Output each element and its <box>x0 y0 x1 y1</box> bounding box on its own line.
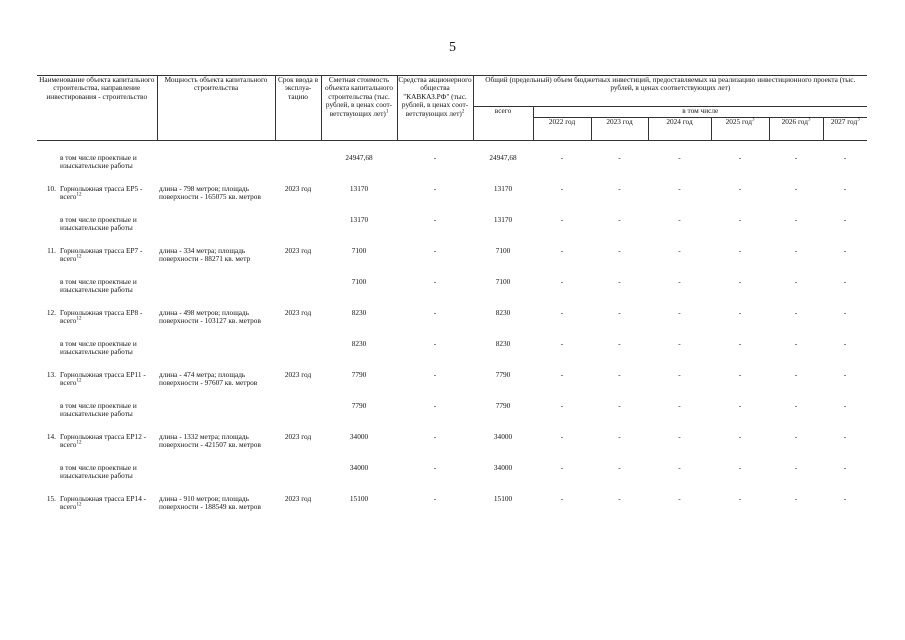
year-value: - <box>560 338 564 348</box>
header-year: 2026 год$^3$ <box>769 118 823 141</box>
year-value: - <box>738 369 742 379</box>
header-year: 2025 год$^3$ <box>711 118 769 141</box>
header-year: 2023 год <box>591 118 648 141</box>
capacity: длина - 798 метров; площадь поверхности - 165075 кв. метров <box>159 183 261 201</box>
header-total: всего <box>473 107 533 141</box>
object-name: в том числе проектные и изыскательские работы <box>60 462 137 480</box>
object-name: Горнолыжная трасса ЕР14 - всего$^{12}$ <box>60 493 147 511</box>
kavkaz-funds: - <box>433 493 437 503</box>
page-number: 5 <box>449 40 456 55</box>
year-value: - <box>560 493 564 503</box>
commissioning-term <box>275 216 321 247</box>
total-amount: 8230 <box>495 338 511 348</box>
year-value: - <box>678 462 681 472</box>
year-value: - <box>843 338 847 348</box>
kavkaz-funds: - <box>433 338 437 348</box>
kavkaz-funds: - <box>433 245 437 255</box>
total-amount: 7790 <box>495 369 511 379</box>
row-number <box>37 464 60 495</box>
capacity <box>157 464 275 495</box>
year-value: - <box>560 462 564 472</box>
year-value: - <box>794 462 798 472</box>
header-total-volume: Общий (предельный) объем бюджетных инвестиций, предоставляемых на реализацию инвестиционного проекта (тыс. рублей, в ценах соответствующих лет) <box>473 76 867 107</box>
header-name: Наименование объекта капитального строительства, направление инвестирования - строительство <box>37 76 157 141</box>
row-number: 14. <box>46 431 56 441</box>
estimate-cost: 7100 <box>351 276 367 286</box>
estimate-cost: 34000 <box>349 462 369 472</box>
table-row <box>37 402 867 433</box>
header-year: 2027 год$^3$ <box>823 118 867 141</box>
year-value: - <box>560 245 564 255</box>
year-value: - <box>794 307 798 317</box>
header-estimate: Сметная стоимость объекта капитального строительства (тыс. рублей, в ценах соот-ветствующих лет)$^1$ <box>321 76 397 141</box>
year-value: - <box>738 400 742 410</box>
capacity <box>157 278 275 309</box>
kavkaz-funds: - <box>433 276 437 286</box>
row-number: 15. <box>46 493 56 503</box>
year-value: - <box>618 493 621 503</box>
total-amount: 8230 <box>495 307 511 317</box>
capacity <box>157 141 275 185</box>
year-value: - <box>843 431 847 441</box>
year-value: - <box>843 245 847 255</box>
capacity: длина - 334 метра; площадь поверхности - 88271 кв. метр <box>159 245 251 263</box>
year-value: - <box>794 369 798 379</box>
year-value: - <box>843 153 847 162</box>
year-value: - <box>560 183 564 193</box>
table-row <box>37 141 867 185</box>
commissioning-term: 2023 год <box>284 493 312 503</box>
kavkaz-funds: - <box>433 462 437 472</box>
total-amount: 15100 <box>493 493 513 503</box>
commissioning-term <box>275 141 321 185</box>
year-value: - <box>678 431 681 441</box>
year-value: - <box>843 369 847 379</box>
year-value: - <box>678 245 681 255</box>
year-value: - <box>794 214 798 224</box>
year-value: - <box>843 400 847 410</box>
header-year: 2024 год <box>648 118 711 141</box>
total-amount: 13170 <box>493 183 513 193</box>
row-number: 11. <box>47 245 56 255</box>
year-value: - <box>678 307 681 317</box>
year-value: - <box>738 493 742 503</box>
kavkaz-funds: - <box>433 431 437 441</box>
year-value: - <box>618 369 621 379</box>
total-amount: 24947,68 <box>489 153 517 162</box>
row-number <box>37 278 60 309</box>
commissioning-term: 2023 год <box>284 431 312 441</box>
year-value: - <box>794 153 798 162</box>
year-value: - <box>738 153 742 162</box>
row-number <box>37 216 60 247</box>
object-name: Горнолыжная трасса ЕР7 - всего$^{12}$ <box>60 245 143 263</box>
year-value: - <box>843 462 847 472</box>
year-value: - <box>794 493 798 503</box>
object-name: в том числе проектные и изыскательские работы <box>60 338 137 356</box>
object-name: в том числе проектные и изыскательские работы <box>60 400 137 418</box>
estimate-cost: 34000 <box>349 431 369 441</box>
year-value: - <box>618 183 621 193</box>
year-value: - <box>560 400 564 410</box>
year-value: - <box>843 214 847 224</box>
estimate-cost: 7790 <box>351 400 367 410</box>
commissioning-term: 2023 год <box>284 369 312 379</box>
capacity <box>157 216 275 247</box>
estimate-cost: 15100 <box>349 493 369 503</box>
object-name: Горнолыжная трасса ЕР8 - всего$^{12}$ <box>60 307 143 325</box>
year-value: - <box>738 183 742 193</box>
year-value: - <box>678 493 681 503</box>
table-row <box>37 464 867 495</box>
year-value: - <box>794 400 798 410</box>
commissioning-term: 2023 год <box>284 307 312 317</box>
commissioning-term <box>275 464 321 495</box>
year-value: - <box>618 462 621 472</box>
total-amount: 13170 <box>493 214 513 224</box>
table-row <box>37 371 867 402</box>
commissioning-term <box>275 278 321 309</box>
object-name: в том числе проектные и изыскательские работы <box>60 153 137 171</box>
year-value: - <box>678 400 681 410</box>
estimate-cost: 8230 <box>351 307 367 317</box>
row-number <box>37 340 60 371</box>
table-header <box>37 76 867 141</box>
year-value: - <box>794 276 798 286</box>
year-value: - <box>678 214 681 224</box>
investment-table <box>37 75 867 526</box>
row-number: 10. <box>46 183 56 193</box>
year-value: - <box>560 276 564 286</box>
year-value: - <box>560 307 564 317</box>
header-capacity: Мощность объекта капитального строительства <box>157 76 275 141</box>
kavkaz-funds: - <box>433 400 437 410</box>
row-number: 13. <box>46 369 56 379</box>
year-value: - <box>794 245 798 255</box>
year-value: - <box>843 307 847 317</box>
object-name: в том числе проектные и изыскательские работы <box>60 214 137 232</box>
estimate-cost: 7100 <box>351 245 367 255</box>
header-kavkaz: Средства акционерного общества "КАВКАЗ.РФ" (тыс. рублей, в ценах соот-ветствующих лет)$^2$ <box>397 76 473 141</box>
header-including: в том числе <box>533 107 867 118</box>
capacity <box>157 402 275 433</box>
commissioning-term <box>275 340 321 371</box>
year-value: - <box>794 338 798 348</box>
year-value: - <box>678 183 681 193</box>
total-amount: 7790 <box>495 400 511 410</box>
estimate-cost: 7790 <box>351 369 367 379</box>
table-row <box>37 495 867 526</box>
year-value: - <box>678 369 681 379</box>
kavkaz-funds: - <box>433 153 437 162</box>
year-value: - <box>618 431 621 441</box>
capacity: длина - 910 метров; площадь поверхности - 188549 кв. метров <box>159 493 261 511</box>
table-row <box>37 278 867 309</box>
year-value: - <box>678 338 681 348</box>
row-number <box>37 141 60 185</box>
total-amount: 34000 <box>493 431 513 441</box>
year-value: - <box>843 276 847 286</box>
year-value: - <box>794 431 798 441</box>
year-value: - <box>738 338 742 348</box>
year-value: - <box>618 400 621 410</box>
row-number: 12. <box>46 307 56 317</box>
capacity: длина - 1332 метра; площадь поверхности - 421507 кв. метров <box>159 431 261 449</box>
year-value: - <box>618 245 621 255</box>
table-row <box>37 309 867 340</box>
year-value: - <box>560 369 564 379</box>
header-year: 2022 год <box>533 118 591 141</box>
capacity: длина - 498 метров; площадь поверхности - 103127 кв. метров <box>159 307 261 325</box>
year-value: - <box>843 493 847 503</box>
capacity: длина - 474 метра; площадь поверхности - 97607 кв. метров <box>159 369 258 387</box>
kavkaz-funds: - <box>433 307 437 317</box>
year-value: - <box>678 153 681 162</box>
object-name: Горнолыжная трасса ЕР5 - всего$^{12}$ <box>60 183 143 201</box>
estimate-cost: 8230 <box>351 338 367 348</box>
estimate-cost: 24947,68 <box>345 153 373 162</box>
table-row <box>37 185 867 216</box>
commissioning-term: 2023 год <box>284 183 312 193</box>
object-name: Горнолыжная трасса ЕР12 - всего$^{12}$ <box>60 431 147 449</box>
year-value: - <box>738 307 742 317</box>
year-value: - <box>618 338 621 348</box>
year-value: - <box>738 245 742 255</box>
object-name: Горнолыжная трасса ЕР11 - всего$^{12}$ <box>60 369 146 387</box>
header-term: Срок ввода в эксплуа-тацию <box>275 76 321 141</box>
total-amount: 34000 <box>493 462 513 472</box>
kavkaz-funds: - <box>433 183 437 193</box>
year-value: - <box>618 214 621 224</box>
row-number <box>37 402 60 433</box>
kavkaz-funds: - <box>433 369 437 379</box>
year-value: - <box>618 153 621 162</box>
total-amount: 7100 <box>495 276 511 286</box>
year-value: - <box>560 214 564 224</box>
year-value: - <box>618 276 621 286</box>
table-row <box>37 247 867 278</box>
commissioning-term <box>275 402 321 433</box>
total-amount: 7100 <box>495 245 511 255</box>
table-row <box>37 340 867 371</box>
year-value: - <box>843 183 847 193</box>
estimate-cost: 13170 <box>349 183 369 193</box>
year-value: - <box>794 183 798 193</box>
year-value: - <box>560 431 564 441</box>
estimate-cost: 13170 <box>349 214 369 224</box>
kavkaz-funds: - <box>433 214 437 224</box>
table-row <box>37 216 867 247</box>
year-value: - <box>678 276 681 286</box>
year-value: - <box>738 214 742 224</box>
year-value: - <box>738 431 742 441</box>
year-value: - <box>618 307 621 317</box>
capacity <box>157 340 275 371</box>
year-value: - <box>738 276 742 286</box>
table-row <box>37 433 867 464</box>
year-value: - <box>738 462 742 472</box>
object-name: в том числе проектные и изыскательские работы <box>60 276 137 294</box>
commissioning-term: 2023 год <box>284 245 312 255</box>
year-value: - <box>560 153 564 162</box>
table-body <box>37 141 867 526</box>
